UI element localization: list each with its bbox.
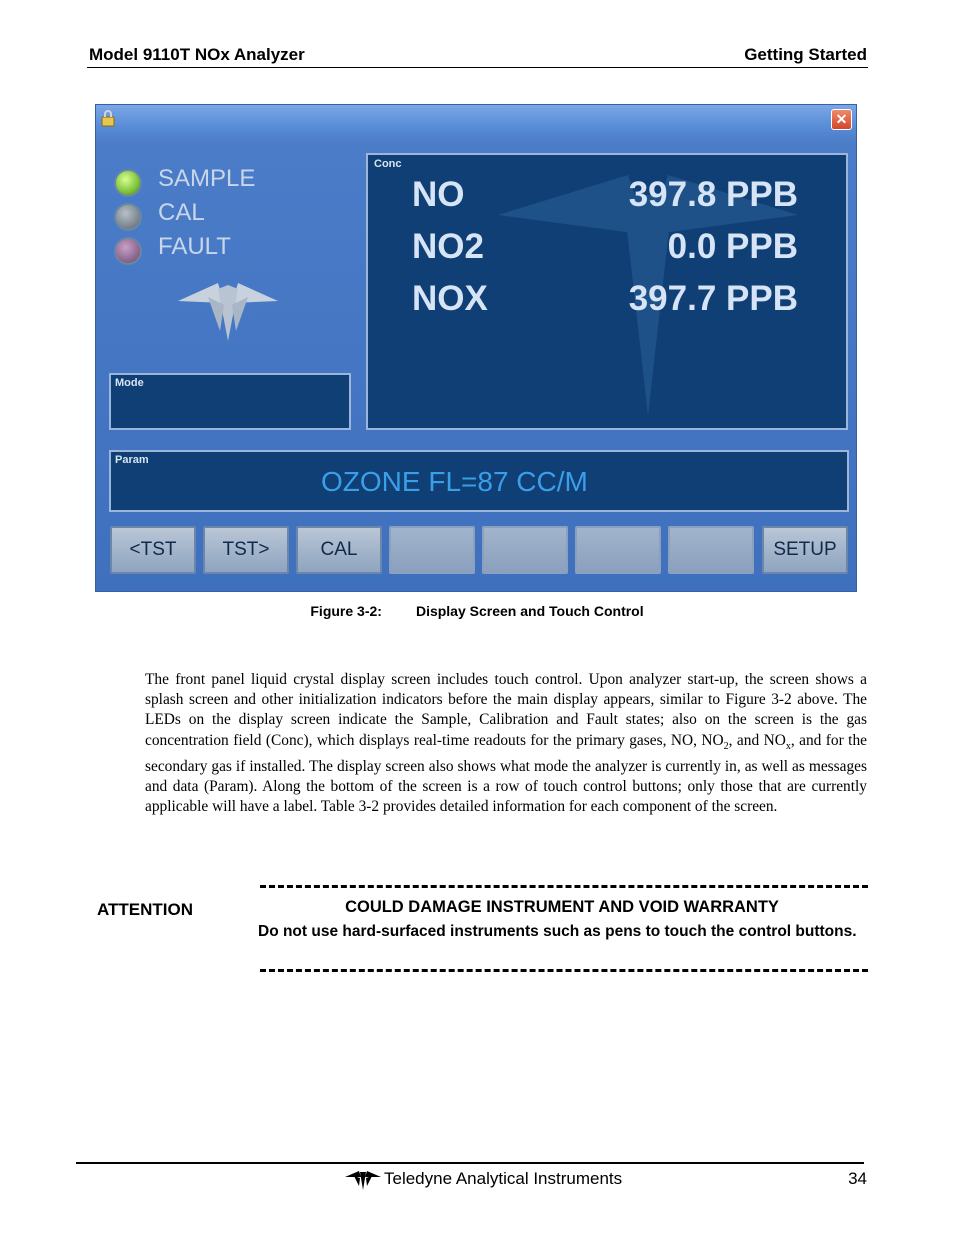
header-section: Getting Started <box>744 45 867 64</box>
blank-button-7[interactable] <box>668 526 754 574</box>
figure-caption <box>0 603 954 619</box>
footer-rule <box>76 1162 864 1164</box>
attention-text: Do not use hard-surfaced instruments such as pens to touch the control buttons. <box>258 923 857 940</box>
blank-button-5[interactable] <box>482 526 568 574</box>
header-title: Model 9110T NOx Analyzer <box>89 45 305 64</box>
body-text-2: , and NO <box>728 731 786 749</box>
fault-led-icon <box>114 237 142 265</box>
conc-label: Conc <box>374 158 402 170</box>
blank-button-4[interactable] <box>389 526 475 574</box>
gas-value: 397.8 PPB <box>628 175 798 214</box>
conc-panel <box>366 153 848 430</box>
teledyne-logo-icon <box>345 1170 381 1190</box>
figure-number: Figure 3-2: <box>310 603 382 619</box>
tst-prev-button[interactable]: <TST <box>110 526 196 574</box>
gas-name: NO2 <box>412 227 484 266</box>
gas-name: NO <box>412 175 465 214</box>
sample-led-label: SAMPLE <box>158 165 256 192</box>
page-number: 34 <box>848 1169 867 1188</box>
mode-label: Mode <box>115 377 144 389</box>
param-message: OZONE FL=87 CC/M <box>321 466 588 497</box>
param-label: Param <box>115 454 149 466</box>
mode-panel <box>109 373 351 430</box>
teledyne-logo-icon <box>178 283 278 341</box>
attention-bottom-rule <box>260 969 868 972</box>
blank-button-6[interactable] <box>575 526 661 574</box>
attention-heading: COULD DAMAGE INSTRUMENT AND VOID WARRANTY <box>345 898 779 916</box>
sample-led-icon <box>114 169 142 197</box>
subscript-2: 2 <box>723 740 729 752</box>
body-paragraph <box>145 670 867 818</box>
figure-title: Display Screen and Touch Control <box>415 603 644 619</box>
lock-icon <box>100 109 116 127</box>
header-rule <box>87 67 868 68</box>
tst-next-button[interactable]: TST> <box>203 526 289 574</box>
body-text-1: The front panel liquid crystal display screen includes touch control. Upon analyzer start-up, the screen shows a splash screen and other initialization indicators before the main display appears, similar to Figure 3-2 above. The LEDs on the display screen indicate the Sample, Calibration and Fault states; also on the screen is the gas concentration field (Conc), which displays real-time readouts for the primary gases, NO, NO <box>145 671 867 749</box>
cal-button[interactable]: CAL <box>296 526 382 574</box>
fault-led-label: FAULT <box>158 233 231 260</box>
subscript-x: x <box>785 740 791 752</box>
footer-company: Teledyne Analytical Instruments <box>384 1169 623 1188</box>
gas-name: NOX <box>412 279 488 318</box>
cal-led-label: CAL <box>158 199 205 226</box>
gas-value: 397.7 PPB <box>628 279 798 318</box>
close-button[interactable]: ✕ <box>831 109 852 130</box>
attention-top-rule <box>260 885 868 888</box>
cal-led-icon <box>114 203 142 231</box>
window-titlebar <box>96 105 856 133</box>
attention-label: ATTENTION <box>97 900 194 919</box>
param-panel <box>109 450 849 512</box>
gas-value: 0.0 PPB <box>667 227 798 266</box>
setup-button[interactable]: SETUP <box>762 526 848 574</box>
body-text-3: , and for the secondary gas if installed. The display screen also shows what mode the analyzer is currently in, as well as messages and data (Param). Along the bottom of the screen is a row of touch control buttons; only those that are currently applicable will have a label. Table 3-2 provides detailed information for each component of the screen. <box>145 731 867 816</box>
display-screen-figure <box>95 104 857 592</box>
